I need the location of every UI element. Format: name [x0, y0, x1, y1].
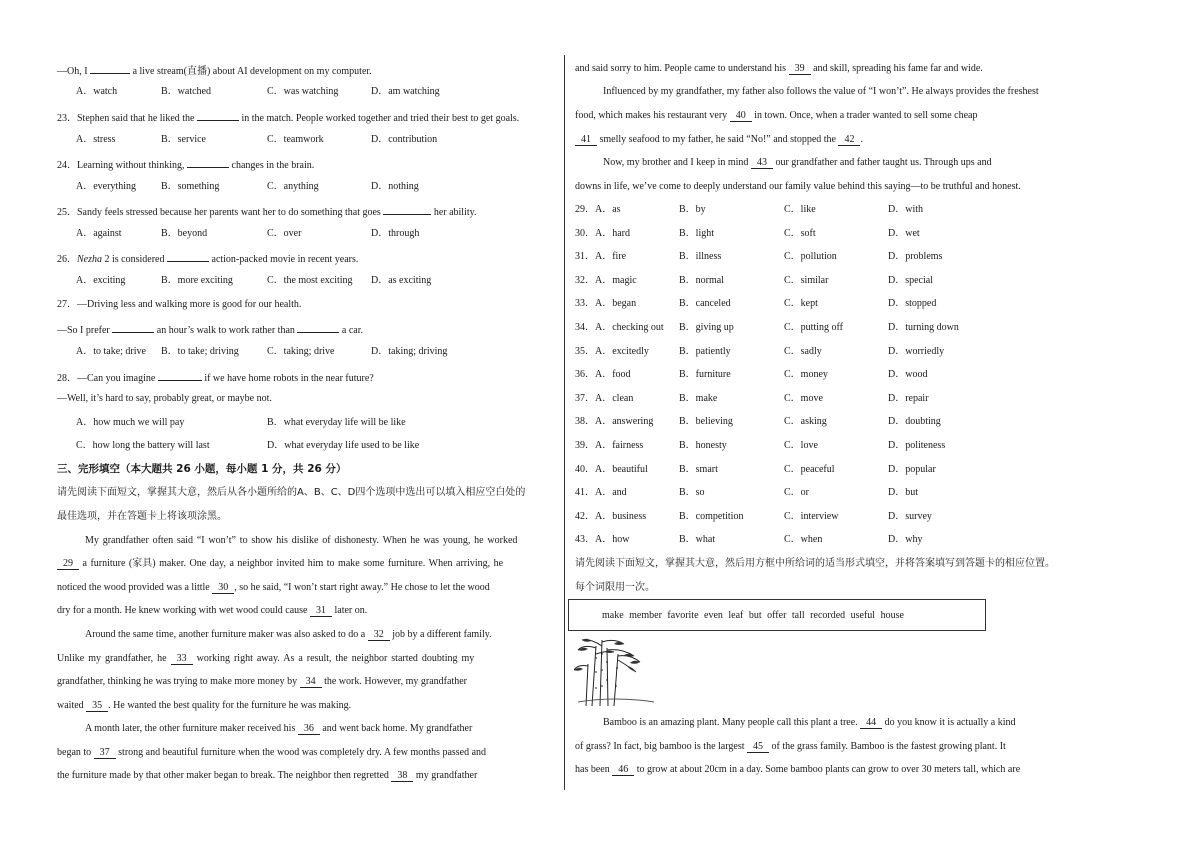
- answer-c: C．pollution: [784, 251, 837, 263]
- answer-d: D．special: [888, 274, 933, 286]
- answer-c: C．like: [784, 204, 816, 215]
- answer-d: D．doubting: [888, 416, 941, 428]
- answer-number: 39: [575, 440, 585, 451]
- q23-option-b: B．service: [161, 134, 206, 145]
- number-separator: ．: [585, 251, 595, 263]
- answer-c: C．interview: [784, 510, 839, 522]
- answer-a: A．checking out: [595, 322, 664, 333]
- answer-a: A．and: [595, 487, 627, 499]
- number-separator: ．: [585, 510, 595, 522]
- answer-c: C．soft: [784, 227, 816, 239]
- answer-row-43: [575, 533, 629, 547]
- passage-paragraph3-line4: and said sorry to him. People came to understand his 39 and skill, spreading his fame far and wide.: [575, 63, 983, 74]
- number-separator: ．: [585, 392, 595, 404]
- answer-c: C．asking: [784, 416, 827, 428]
- answer-a: A．answering: [595, 416, 654, 428]
- answer-d: D．survey: [888, 510, 932, 522]
- answer-c: C．or: [784, 487, 809, 499]
- answer-number: 36: [575, 369, 585, 381]
- q25-option-a: A．against: [76, 228, 122, 239]
- bamboo-passage-line3: has been 46 to grow at about 20cm in a day. Some bamboo plants can grow to over 30 meters tall, which are: [575, 764, 1021, 775]
- answer-row-31: [575, 250, 626, 264]
- answer-number: 33: [575, 298, 585, 310]
- passage-paragraph4-line1: Influenced by my grandfather, my father also follows the value of “I won’t”. He always provides the freshest: [603, 86, 1039, 97]
- answer-number: 31: [575, 251, 585, 263]
- answer-row-34: [575, 321, 664, 335]
- answer-a: A．beautiful: [595, 463, 648, 475]
- passage-paragraph4-line3: 41 smelly seafood to my father, he said “No!” and stopped the 42 .: [575, 133, 863, 147]
- answer-row-42: [575, 510, 646, 524]
- column-divider: [564, 55, 565, 790]
- answer-b: B．illness: [679, 251, 722, 263]
- answer-b: B．by: [679, 204, 706, 215]
- answer-b: B．make: [679, 392, 718, 404]
- answer-number: 30: [575, 227, 585, 239]
- answer-d: D．worriedly: [888, 345, 945, 357]
- section-instruction-line2: 最佳选项，并在答题卡上将该项涂黑。: [57, 511, 227, 522]
- number-separator: ．: [585, 227, 595, 239]
- q26-stem: 26．Nezha 2 is considered action-packed movie in recent years.: [57, 250, 358, 267]
- answer-c: C．move: [784, 392, 823, 404]
- answer-row-38: [575, 415, 653, 429]
- answer-a: A．business: [595, 510, 647, 522]
- number-separator: ．: [585, 534, 595, 546]
- answer-b: B．honesty: [679, 440, 727, 451]
- answer-a: A．fire: [595, 251, 627, 263]
- q26-option-c: C．the most exciting: [267, 275, 353, 286]
- answer-row-39: [575, 439, 643, 453]
- q27-option-c: C．taking; drive: [267, 346, 335, 357]
- q22-option-b: B．watched: [161, 86, 211, 97]
- answer-row-33: [575, 297, 636, 311]
- answer-d: D．problems: [888, 251, 943, 263]
- passage-paragraph2-line3: grandfather, thinking he was trying to make more money by 34 the work. However, my grandfather: [57, 676, 467, 687]
- answer-b: B．normal: [679, 274, 724, 286]
- q26-option-d: D．as exciting: [371, 275, 432, 286]
- answer-d: D．wet: [888, 227, 920, 239]
- answer-d: D．why: [888, 534, 923, 546]
- answer-row-30: [575, 227, 630, 241]
- q28-stem-line2: —Well, it’s hard to say, probably great, or maybe not.: [57, 393, 272, 404]
- answer-d: D．turning down: [888, 322, 959, 333]
- q28-option-c: C．how long the battery will last: [76, 440, 210, 451]
- q27-option-d: D．taking; driving: [371, 346, 448, 357]
- bamboo-illustration: [574, 636, 660, 706]
- answer-b: B．believing: [679, 416, 733, 428]
- answer-row-29: [575, 203, 621, 217]
- number-separator: ．: [585, 369, 595, 381]
- q25-option-d: D．through: [371, 228, 420, 239]
- answer-row-35: [575, 345, 649, 359]
- section-instruction2-line2: 每个词限用一次。: [575, 582, 655, 593]
- q24-option-a: A．everything: [76, 181, 136, 192]
- passage-paragraph1-line1: My grandfather often said “I won’t” to show his dislike of dishonesty. When he was young, he worked: [85, 535, 518, 546]
- q24-stem: 24．Learning without thinking, changes in the brain.: [57, 156, 314, 173]
- section-instruction2-line1: 请先阅读下面短文，掌握其大意，然后用方框中所给词的适当形式填空，并将答案填写到答题卡的相应位置。: [575, 558, 1055, 569]
- number-separator: ．: [585, 298, 595, 310]
- passage-paragraph5-line2: downs in life, we’ve come to deeply understand our family value behind this saying—to be truthful and honest.: [575, 181, 1021, 192]
- answer-c: C．when: [784, 534, 823, 546]
- answer-number: 42: [575, 510, 585, 522]
- answer-d: D．politeness: [888, 440, 946, 451]
- answer-a: A．excitedly: [595, 345, 649, 357]
- word-bank-words: make member favorite even leaf but offer tall recorded useful house: [602, 610, 904, 621]
- answer-b: B．giving up: [679, 322, 734, 333]
- passage-paragraph5-line1: Now, my brother and I keep in mind 43 our grandfather and father taught us. Through ups and: [603, 157, 992, 168]
- passage-paragraph2-line4: waited 35 . He wanted the best quality for the furniture he was making.: [57, 700, 352, 711]
- q23-option-c: C．teamwork: [267, 134, 324, 145]
- q27-option-a: A．to take; drive: [76, 346, 146, 357]
- q22-option-a: A．watch: [76, 86, 118, 97]
- answer-d: D．but: [888, 487, 918, 499]
- answer-number: 41: [575, 487, 585, 499]
- answer-number: 32: [575, 274, 585, 286]
- q22-option-d: D．am watching: [371, 86, 440, 97]
- passage-paragraph3-line1: A month later, the other furniture maker received his 36 and went back home. My grandfather: [85, 723, 473, 734]
- answer-c: C．money: [784, 369, 828, 381]
- answer-c: C．kept: [784, 298, 818, 310]
- number-separator: ．: [585, 440, 595, 451]
- answer-a: A．food: [595, 369, 631, 381]
- q27-stem-line1: 27．—Driving less and walking more is good for our health.: [57, 299, 302, 310]
- answer-c: C．similar: [784, 274, 829, 286]
- answer-number: 43: [575, 534, 585, 546]
- number-separator: ．: [585, 487, 595, 499]
- passage-paragraph1-line2: 29 a furniture (家具) maker. One day, a neighbor invited him to make some furniture. When arriving, he: [57, 557, 503, 571]
- q27-stem-line2: —So I prefer an hour’s walk to work rather than a car.: [57, 321, 363, 338]
- answer-d: D．repair: [888, 392, 929, 404]
- q27-option-b: B．to take; driving: [161, 346, 239, 357]
- q28-option-a: A．how much we will pay: [76, 417, 185, 428]
- word-bank-box: [568, 599, 986, 631]
- q22-option-c: C．was watching: [267, 86, 339, 97]
- answer-row-36: [575, 368, 631, 382]
- answer-a: A．as: [595, 204, 621, 215]
- answer-number: 35: [575, 345, 585, 357]
- number-separator: ．: [585, 274, 595, 286]
- q24-option-d: D．nothing: [371, 181, 419, 192]
- answer-b: B．furniture: [679, 369, 731, 381]
- answer-a: A．hard: [595, 227, 630, 239]
- q25-stem: 25．Sandy feels stressed because her parents want her to do something that goes her ability.: [57, 203, 476, 220]
- answer-c: C．sadly: [784, 345, 822, 357]
- q25-option-c: C．over: [267, 228, 302, 239]
- answer-c: C．peaceful: [784, 463, 835, 475]
- q25-option-b: B．beyond: [161, 228, 208, 239]
- passage-paragraph2-line2: Unlike my grandfather, he 33 working right away. As a result, the neighbor started doubting my: [57, 653, 475, 664]
- answer-row-32: [575, 274, 637, 288]
- q28-option-b: B．what everyday life will be like: [267, 417, 406, 428]
- answer-a: A．clean: [595, 392, 634, 404]
- q26-option-a: A．exciting: [76, 275, 126, 286]
- answer-b: B．smart: [679, 463, 718, 475]
- section-heading-cloze: 三、完形填空（本大题共 26 小题，每小题 1 分，共 26 分）: [57, 463, 347, 475]
- answer-number: 29: [575, 204, 585, 215]
- number-separator: ．: [585, 204, 595, 215]
- answer-b: B．patiently: [679, 345, 731, 357]
- answer-b: B．light: [679, 227, 715, 239]
- answer-number: 37: [575, 392, 585, 404]
- number-separator: ．: [585, 345, 595, 357]
- number-separator: ．: [585, 322, 595, 333]
- answer-number: 38: [575, 416, 585, 428]
- section-instruction-line1: 请先阅读下面短文，掌握其大意，然后从各小题所给的A、B、C、D四个选项中选出可以填入相应空白处的: [57, 487, 526, 498]
- answer-b: B．competition: [679, 510, 744, 522]
- q24-option-b: B．something: [161, 181, 220, 192]
- answer-c: C．love: [784, 440, 818, 451]
- q23-option-d: D．contribution: [371, 134, 438, 145]
- answer-d: D．wood: [888, 369, 928, 381]
- passage-paragraph2-line1: Around the same time, another furniture maker was also asked to do a 32 job by a different family.: [85, 629, 492, 640]
- answer-number: 34: [575, 322, 585, 333]
- q28-stem-line1: 28．—Can you imagine if we have home robots in the near future?: [57, 369, 374, 386]
- passage-paragraph3-line3: the furniture made by that other maker began to break. The neighbor then regretted 38 my grandfather: [57, 770, 478, 781]
- answer-d: D．with: [888, 204, 923, 215]
- answer-row-37: [575, 392, 633, 406]
- passage-paragraph3-line2: began to 37 strong and beautiful furniture when the wood was completely dry. A few months passed and: [57, 747, 487, 758]
- answer-number: 40: [575, 463, 585, 475]
- answer-a: A．how: [595, 534, 630, 546]
- q23-option-a: A．stress: [76, 134, 116, 145]
- answer-d: D．popular: [888, 463, 936, 475]
- q22-stem: —Oh, I a live stream(直播) about AI development on my computer.: [57, 62, 372, 79]
- answer-a: A．magic: [595, 274, 637, 286]
- passage-paragraph1-line3: noticed the wood provided was a little 30 , so he said, “I won’t start right away.” He chose to let the wood: [57, 582, 490, 593]
- q23-stem: 23．Stephen said that he liked the in the match. People worked together and tried their best to get goals.: [57, 109, 519, 126]
- passage-paragraph4-line2: food, which makes his restaurant very 40 in town. Once, when a trader wanted to sell some cheap: [575, 110, 978, 121]
- q26-option-b: B．more exciting: [161, 275, 233, 286]
- number-separator: ．: [585, 416, 595, 428]
- answer-b: B．canceled: [679, 298, 731, 310]
- answer-a: A．fairness: [595, 440, 644, 451]
- answer-row-40: [575, 463, 648, 477]
- bamboo-passage-line2: of grass? In fact, big bamboo is the largest 45 of the grass family. Bamboo is the fastest growing plant. It: [575, 741, 1006, 752]
- bamboo-passage-line1: Bamboo is an amazing plant. Many people call this plant a tree. 44 do you know it is actually a kind: [603, 717, 1016, 728]
- number-separator: ．: [585, 463, 595, 475]
- answer-d: D．stopped: [888, 298, 937, 310]
- answer-c: C．putting off: [784, 322, 843, 333]
- answer-b: B．what: [679, 534, 716, 546]
- passage-paragraph1-line4: dry for a month. He knew working with wet wood could cause 31 later on.: [57, 605, 368, 616]
- answer-a: A．began: [595, 298, 637, 310]
- q28-option-d: D．what everyday life used to be like: [267, 440, 420, 451]
- answer-row-41: [575, 486, 627, 500]
- answer-b: B．so: [679, 487, 705, 499]
- q24-option-c: C．anything: [267, 181, 319, 192]
